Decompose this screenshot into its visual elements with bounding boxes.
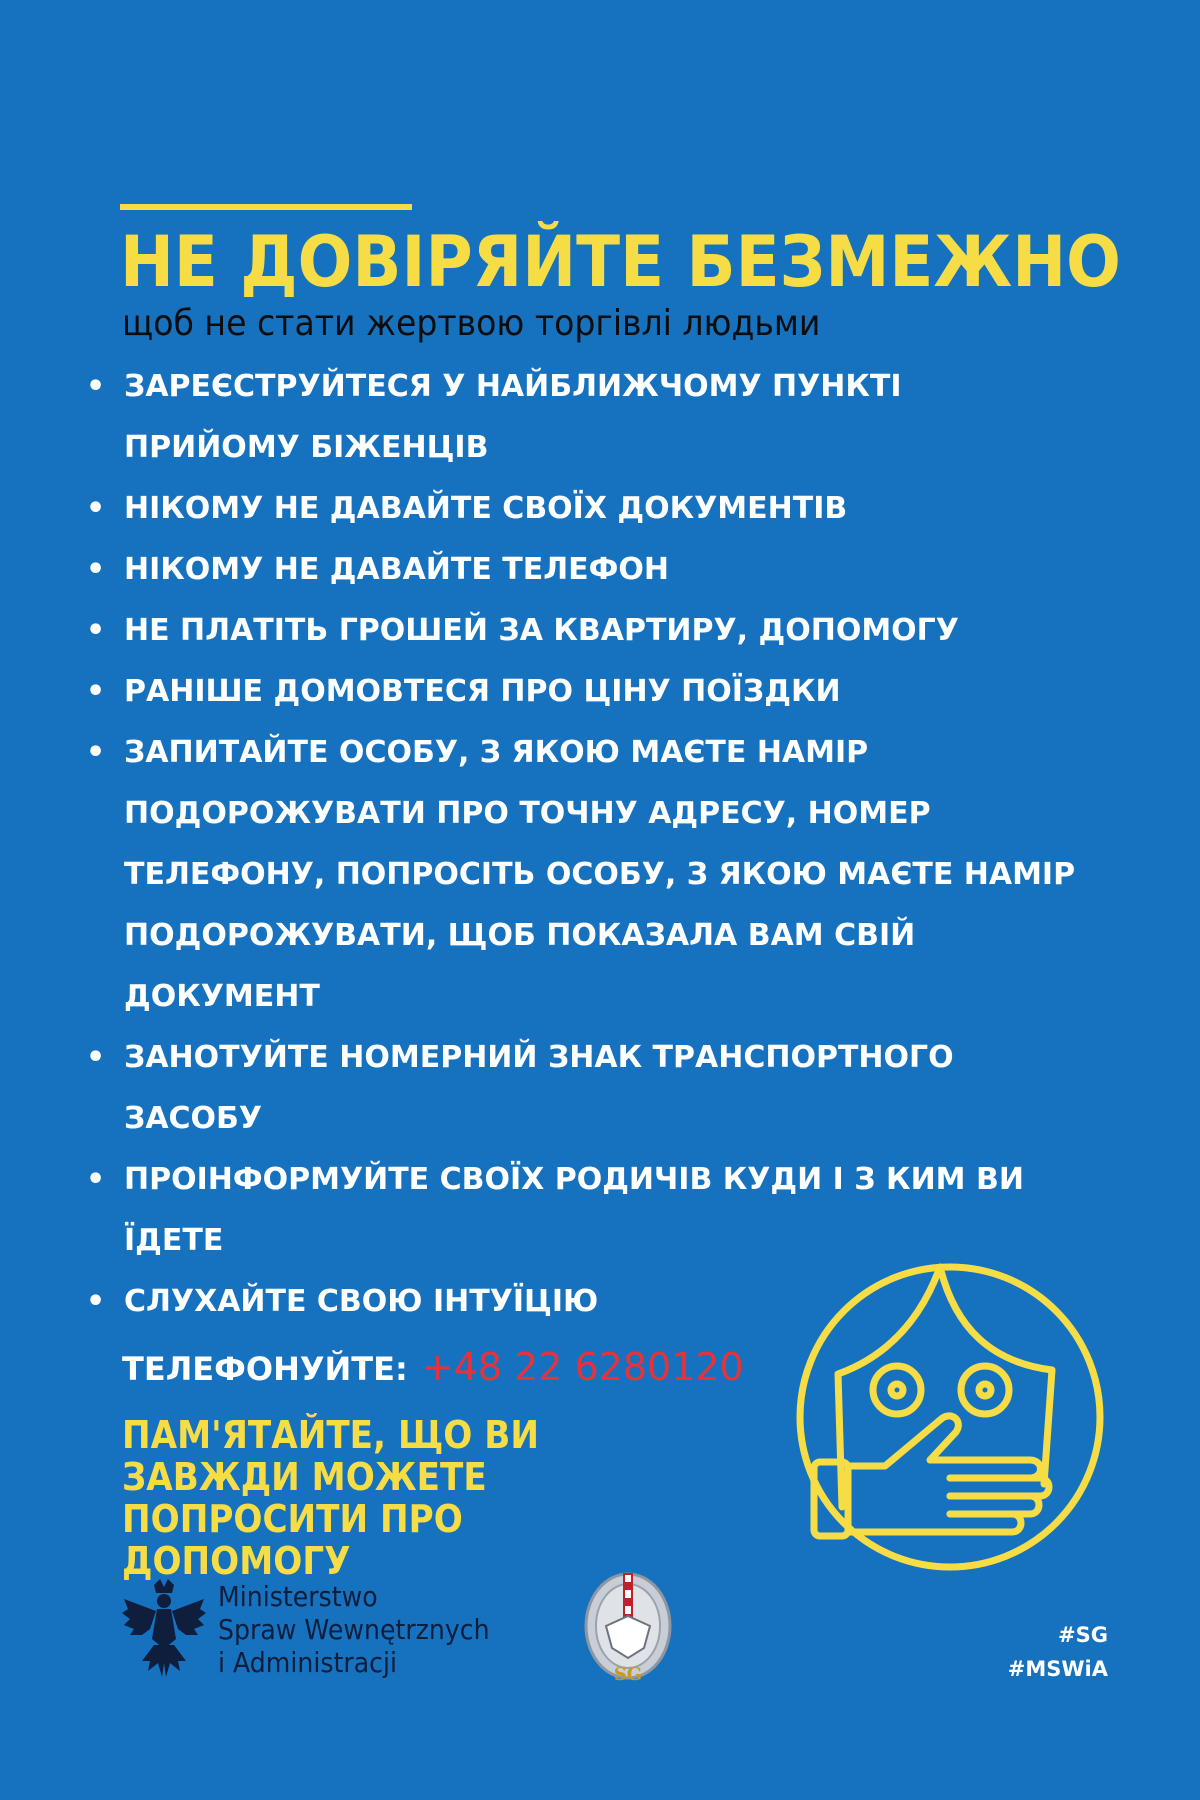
- border-guard-emblem-icon: [580, 1568, 676, 1690]
- bullet: •: [86, 1040, 106, 1075]
- list-item: [86, 539, 1086, 600]
- bullet: •: [86, 1284, 106, 1319]
- bullet: •: [86, 552, 106, 587]
- phone-number-link[interactable]: +48 22 6280120: [421, 1345, 744, 1389]
- tip-text: НІКОМУ НЕ ДАВАЙТЕ ТЕЛЕФОН: [124, 552, 670, 587]
- shocked-face-hand-over-mouth-icon: [790, 1252, 1120, 1582]
- tip-text: ЗАНОТУЙТЕ НОМЕРНИЙ ЗНАК ТРАНСПОРТНОГО ЗАСОБУ: [124, 1040, 954, 1136]
- polish-eagle-icon: [120, 1579, 208, 1679]
- tip-text: НІКОМУ НЕ ДАВАЙТЕ СВОЇХ ДОКУМЕНТІВ: [124, 491, 848, 526]
- list-item: [86, 478, 1086, 539]
- list-item: [86, 661, 1086, 722]
- list-item: [86, 1027, 1086, 1149]
- bullet: •: [86, 613, 106, 648]
- hashtag-link[interactable]: #SG: [1058, 1623, 1108, 1647]
- tip-text: ПРОІНФОРМУЙТЕ СВОЇХ РОДИЧІВ КУДИ І З КИМ ВИ ЇДЕТЕ: [124, 1162, 1024, 1258]
- tips-list: [86, 356, 1086, 1332]
- border-guard-letters: SG: [613, 1664, 643, 1685]
- tip-text: ЗАРЕЄСТРУЙТЕСЯ У НАЙБЛИЖЧОМУ ПУНКТІ ПРИЙОМУ БІЖЕНЦІВ: [124, 369, 902, 465]
- ministry-logo: [120, 1574, 550, 1684]
- list-item: [86, 600, 1086, 661]
- tip-text: ЗАПИТАЙТЕ ОСОБУ, З ЯКОЮ МАЄТЕ НАМІР ПОДОРОЖУВАТИ ПРО ТОЧНУ АДРЕСУ, НОМЕР ТЕЛЕФОНУ, ПОПРОСІТЬ ОСОБУ, З ЯКОЮ МАЄТЕ НАМІР ПОДОРОЖУВАТИ, ЩОБ ПОКАЗАЛА ВАМ СВІЙ ДОКУМЕНТ: [124, 735, 1076, 1014]
- call-label: ТЕЛЕФОНУЙТЕ:: [122, 1350, 408, 1388]
- tip-text: СЛУХАЙТЕ СВОЮ ІНТУЇЦІЮ: [124, 1284, 599, 1319]
- ministry-name-line: i Administracji: [218, 1645, 398, 1679]
- bullet: •: [86, 735, 106, 770]
- page-title: НЕ ДОВІРЯЙТЕ БЕЗМЕЖНО: [120, 221, 1121, 303]
- bullet: •: [86, 369, 106, 404]
- bullet: •: [86, 491, 106, 526]
- tip-text: РАНІШЕ ДОМОВТЕСЯ ПРО ЦІНУ ПОЇЗДКИ: [124, 674, 841, 709]
- ministry-name-line: Ministerstwo: [218, 1579, 378, 1613]
- hashtags: [1008, 1618, 1108, 1686]
- list-item: [86, 356, 1086, 478]
- reminder-text: ПАМ'ЯТАЙТЕ, ЩО ВИ ЗАВЖДИ МОЖЕТЕ ПОПРОСИТИ ПРО ДОПОМОГУ: [122, 1413, 539, 1583]
- tip-text: НЕ ПЛАТІТЬ ГРОШЕЙ ЗА КВАРТИРУ, ДОПОМОГУ: [124, 613, 959, 648]
- page-subtitle: щоб не стати жертвою торгівлі людьми: [122, 303, 821, 344]
- list-item: [86, 722, 1086, 1027]
- helpline: [122, 1342, 744, 1394]
- ministry-name-line: Spraw Wewnętrznych: [218, 1612, 490, 1646]
- headline-accent-line: [120, 204, 412, 210]
- bullet: •: [86, 1162, 106, 1197]
- hashtag-link[interactable]: #MSWiA: [1007, 1657, 1108, 1681]
- ministry-name: [218, 1580, 490, 1679]
- bullet: •: [86, 674, 106, 709]
